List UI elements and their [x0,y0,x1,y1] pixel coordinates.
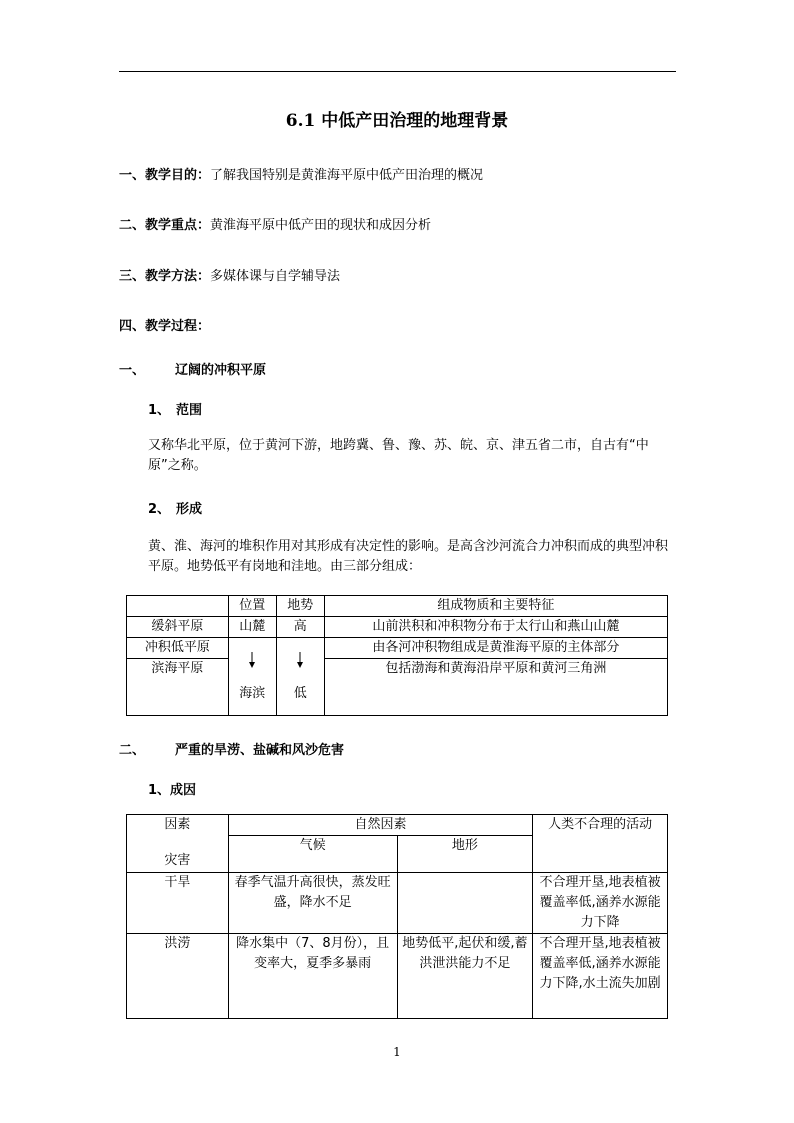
header-cell [127,596,229,617]
section2-num: 二、 [119,743,146,758]
plain-composition-table [126,595,668,716]
section1-sub1 [148,399,202,418]
page-title: 6.1 中低产田治理的地理背景 [285,111,509,131]
page-number: 1 [393,1045,401,1059]
process-label: 四、教学过程： [119,319,211,334]
keypoints-line [119,214,431,233]
header-cell: 组成物质和主要特征 [324,596,667,617]
section1-sub1-title: 范围 [176,403,203,418]
down-arrow-icon [279,646,322,674]
table-row [127,934,668,1019]
human-cell: 不合理开垦,地表植被覆盖率低,涵养水源能力下降,水土流失加剧 [533,934,668,1019]
position-top-cell: 山麓 [228,617,276,638]
human-cell: 不合理开垦,地表植被覆盖率低,涵养水源能力下降 [533,873,668,934]
section1-heading [119,359,266,378]
corner-cell [127,815,229,873]
terrain-header: 地形 [397,836,533,873]
section2-heading [119,739,344,758]
plain-name-cell: 滨海平原 [127,659,229,716]
climate-cell: 降水集中（7、8月份），且变率大，夏季多暴雨 [228,934,397,1019]
section1-sub2 [148,498,202,517]
section1-para2: 黄、淮、海河的堆积作用对其形成有决定性的影响。是高含沙河流合力冲积而成的典型冲积平原。地势低平有岗地和洼地。由三部分组成： [148,539,669,574]
section1-sub2-title: 形成 [176,502,203,517]
terrain-top-cell: 高 [276,617,324,638]
corner-bottom-label: 灾害 [164,853,191,868]
methods-line [119,265,340,284]
objectives-label: 一、教学目的： [119,168,211,183]
table-header-row [127,815,668,836]
position-bottom-label: 海滨 [239,686,266,701]
table-header-row [127,596,668,617]
objectives-text: 了解我国特别是黄淮海平原中低产田治理的概况 [210,168,484,183]
climate-cell: 春季气温升高很快，蒸发旺盛，降水不足 [228,873,397,934]
terrain-trend-cell [276,638,324,716]
process-line [119,315,210,334]
plain-name-cell: 冲积低平原 [127,638,229,659]
keypoints-label: 二、教学重点： [119,218,211,233]
keypoints-text: 黄淮海平原中低产田的现状和成因分析 [210,218,432,233]
section2-title: 严重的旱涝、盐碱和风沙危害 [175,743,345,758]
section1-sub1-num: 1、 [148,403,171,418]
disaster-cause-table [126,814,668,1019]
position-trend-cell [228,638,276,716]
disaster-cell: 洪涝 [127,934,229,1019]
natural-factor-header: 自然因素 [228,815,532,836]
section1-title: 辽阔的冲积平原 [175,363,267,378]
disaster-cell: 干旱 [127,873,229,934]
section2-sub1: 1、成因 [148,783,197,798]
table-row [127,638,668,659]
down-arrow-icon [231,646,274,674]
feature-cell: 由各河冲积物组成是黄淮海平原的主体部分 [324,638,667,659]
climate-header: 气候 [228,836,397,873]
methods-label: 三、教学方法： [119,269,211,284]
plain-name-cell: 缓斜平原 [127,617,229,638]
feature-cell: 包括渤海和黄海沿岸平原和黄河三角洲 [324,659,667,716]
table-row [127,659,668,716]
methods-text: 多媒体课与自学辅导法 [210,269,341,284]
header-cell: 位置 [228,596,276,617]
objectives-line [119,164,483,183]
header-cell: 地势 [276,596,324,617]
header-rule [119,71,676,72]
table-row [127,617,668,638]
section1-num: 一、 [119,363,146,378]
table-row [127,873,668,934]
section1-para1: 又称华北平原，位于黄河下游，地跨冀、鲁、豫、苏、皖、京、津五省二市，自古有“中原”之称。 [148,438,649,473]
terrain-bottom-label: 低 [293,686,307,701]
human-factor-header: 人类不合理的活动 [533,815,668,873]
section1-sub2-num: 2、 [148,502,171,517]
terrain-cell: 地势低平,起伏和缓,蓄洪泄洪能力不足 [397,934,533,1019]
corner-top-label: 因素 [164,817,191,832]
terrain-cell [397,873,533,934]
feature-cell: 山前洪积和冲积物分布于太行山和燕山山麓 [324,617,667,638]
